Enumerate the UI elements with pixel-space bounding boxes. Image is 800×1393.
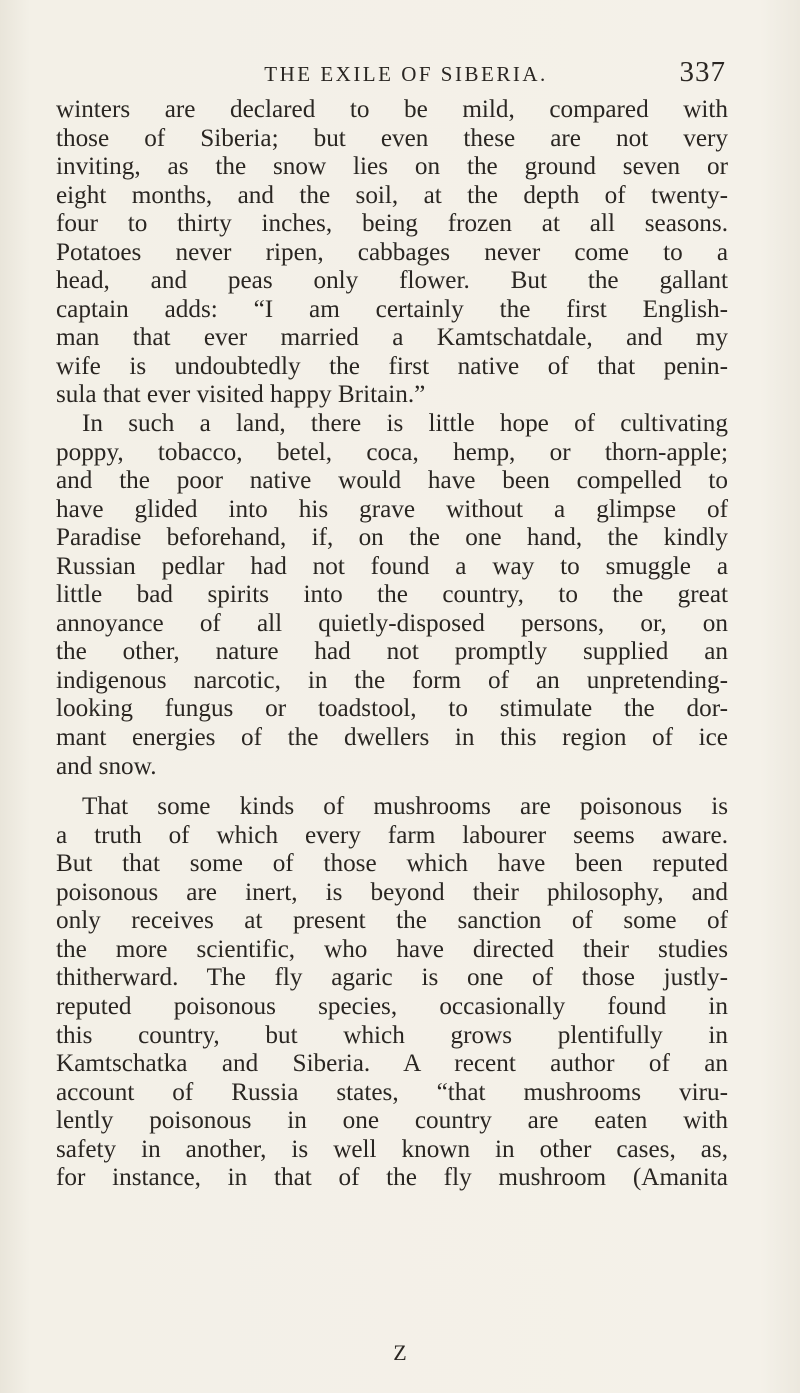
text-line: That some kinds of mushrooms are poisonous is bbox=[82, 793, 728, 821]
text-line: have glided into his grave without a glimpse of bbox=[56, 495, 728, 523]
text-line: and the poor native would have been compelled to bbox=[56, 467, 728, 495]
text-line: inviting, as the snow lies on the ground seven or bbox=[56, 153, 728, 181]
text-line: for instance, in that of the fly mushroom (Amanita bbox=[56, 1164, 728, 1192]
text-line: Kamtschatka and Siberia. A recent author of an bbox=[56, 1050, 728, 1078]
signature-mark: Z bbox=[393, 1340, 407, 1365]
text-line: this country, but which grows plentifully in bbox=[56, 1021, 728, 1049]
text-line: those of Siberia; but even these are not very bbox=[56, 124, 728, 152]
text-line: thitherward. The fly agaric is one of those justly- bbox=[56, 964, 728, 992]
text-line: poppy, tobacco, betel, coca, hemp, or thorn-apple; bbox=[56, 438, 728, 466]
body-text bbox=[56, 96, 728, 1193]
text-line: annoyance of all quietly-disposed persons, or, on bbox=[56, 609, 728, 637]
running-title: THE EXILE OF SIBERIA. bbox=[264, 62, 548, 86]
text-line: four to thirty inches, being frozen at all seasons. bbox=[56, 210, 728, 238]
page-header bbox=[96, 52, 726, 92]
text-line: only receives at present the sanction of some of bbox=[56, 907, 728, 935]
page-number: 337 bbox=[679, 56, 726, 88]
text-line: lently poisonous in one country are eaten with bbox=[56, 1107, 728, 1135]
text-line: Paradise beforehand, if, on the one hand, the kindly bbox=[56, 524, 728, 552]
text-line: looking fungus or toadstool, to stimulate the dor- bbox=[56, 695, 728, 723]
text-line: winters are declared to be mild, compared with bbox=[56, 96, 728, 123]
text-line: But that some of those which have been reputed bbox=[56, 850, 728, 878]
text-line: In such a land, there is little hope of cultivating bbox=[82, 410, 728, 438]
text-line: reputed poisonous species, occasionally found in bbox=[56, 992, 728, 1020]
text-line: account of Russia states, “that mushrooms viru- bbox=[56, 1078, 728, 1106]
text-line: man that ever married a Kamtschatdale, and my bbox=[56, 324, 728, 352]
text-line: indigenous narcotic, in the form of an unpretending- bbox=[56, 666, 728, 694]
text-line: Russian pedlar had not found a way to smuggle a bbox=[56, 552, 728, 580]
text-line: little bad spirits into the country, to the great bbox=[56, 581, 728, 609]
paragraph-3 bbox=[56, 793, 728, 1193]
text-line: captain adds: “I am certainly the first English- bbox=[56, 295, 728, 323]
text-line: mant energies of the dwellers in this region of ice bbox=[56, 724, 728, 752]
paragraph-1 bbox=[56, 96, 728, 410]
text-line: wife is undoubtedly the first native of that penin- bbox=[56, 352, 728, 380]
text-line: a truth of which every farm labourer seems aware. bbox=[56, 821, 728, 849]
text-line: and snow. bbox=[56, 752, 157, 780]
paragraph-2 bbox=[56, 410, 728, 781]
text-line: sula that ever visited happy Britain.” bbox=[56, 381, 426, 409]
text-line: safety in another, is well known in other cases, as, bbox=[56, 1135, 728, 1163]
text-line: eight months, and the soil, at the depth of twenty- bbox=[56, 181, 728, 209]
text-line: head, and peas only flower. But the gallant bbox=[56, 267, 728, 295]
text-line: the other, nature had not promptly supplied an bbox=[56, 638, 728, 666]
text-line: the more scientific, who have directed their studies bbox=[56, 935, 728, 963]
text-line: poisonous are inert, is beyond their philosophy, and bbox=[56, 878, 728, 906]
text-line: Potatoes never ripen, cabbages never come to a bbox=[56, 238, 728, 266]
